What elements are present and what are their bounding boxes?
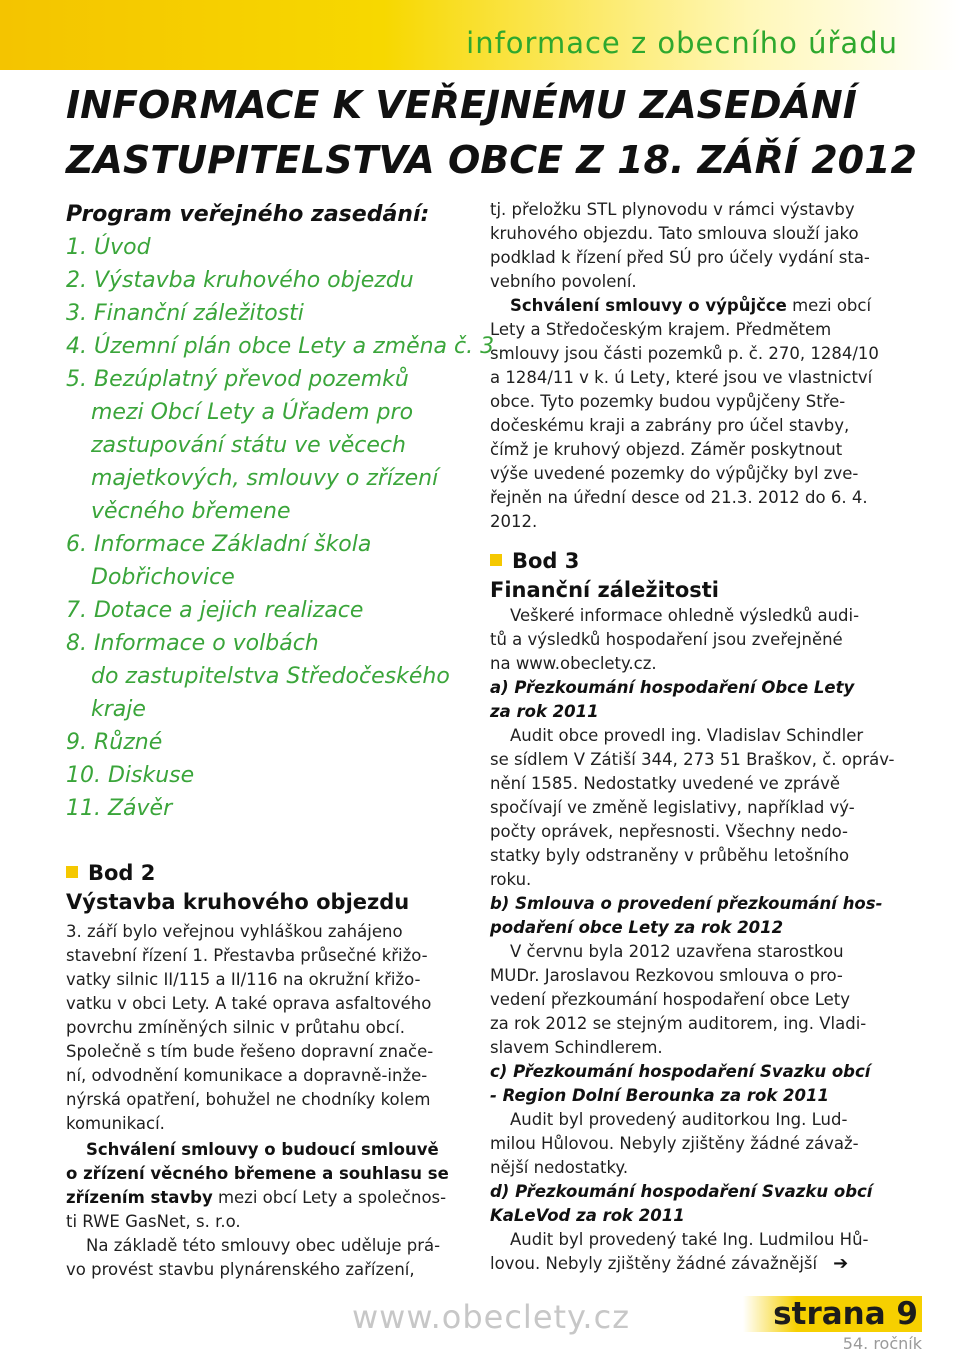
section-a-text-line: se sídlem V Zátiší 344, 273 51 Braškov, č. opráv- — [490, 750, 895, 769]
program-item-text: 11. Závěr — [66, 796, 173, 821]
section-b-text-line: vedení přezkoumání hospodaření obce Lety — [490, 990, 851, 1009]
program-item-text: mezi Obcí Lety a Úřadem pro — [91, 400, 414, 425]
program-item-text: do zastupitelstva Středočeského — [91, 664, 450, 689]
program-item — [66, 330, 495, 363]
section-b-text — [490, 940, 895, 1060]
loan-line: řejněn na úřední desce od 21.3. 2012 do 6. 4. — [490, 488, 868, 507]
bod2-paragraph-1-line: vatku v obci Lety. A také oprava asfaltového — [66, 994, 432, 1013]
bod2-paragraph-1-line: Společně s tím bude řešeno dopravní znače- — [66, 1042, 434, 1061]
right-column — [490, 198, 895, 1276]
loan-line: výše uvedené pozemky do výpůjčky byl zve- — [490, 464, 859, 483]
loan-line: dočeskému kraji a zabrány pro účel stavby, — [490, 416, 850, 435]
section-a-text-line: statky byly odstraněny v průběhu letošního — [490, 846, 850, 865]
continuation-line: podklad k řízení před SÚ pro účely vydání sta- — [490, 248, 870, 267]
section-b-text-line: V červnu byla 2012 uzavřena starostkou — [510, 942, 844, 961]
program-item — [66, 627, 472, 726]
volume-label: 54. ročník — [842, 1334, 922, 1353]
section-a-heading — [490, 676, 895, 724]
bod3-title — [490, 546, 895, 576]
title-line-2: ZASTUPITELSTVA OBCE Z 18. ZÁŘÍ 2012 — [66, 138, 917, 182]
program-item-text: 3. Finanční záležitosti — [66, 301, 304, 326]
section-a-text-line: Audit obce provedl ing. Vladislav Schindler — [510, 726, 864, 745]
loan-line: obce. Tyto pozemky budou vypůjčeny Stře- — [490, 392, 846, 411]
bod2-paragraph-1-line: povrchu zmíněných silnic v průtahu obcí. — [66, 1018, 405, 1037]
program-item — [66, 792, 472, 825]
bod2-paragraph-3-line: vo provést stavbu plynárenského zařízení, — [66, 1260, 415, 1279]
continuation-line: vebního povolení. — [490, 272, 637, 291]
section-d-heading-line: KaLeVod za rok 2011 — [490, 1206, 685, 1225]
bod2-paragraph-2-line-1: Schválení smlouvy o budoucí smlouvě — [86, 1140, 439, 1159]
section-b-heading — [490, 892, 895, 940]
bod3-intro — [490, 604, 895, 676]
program-item-text: 10. Diskuse — [66, 763, 195, 788]
program-item — [66, 759, 472, 792]
loan-line: a 1284/11 v k. ú Lety, které jsou ve vlastnictví — [490, 368, 873, 387]
bod2-paragraph-1-line: vatky silnic II/115 a II/116 na okružní křižo- — [66, 970, 421, 989]
bod2-subtitle: Výstavba kruhového objezdu — [66, 890, 410, 914]
bod2-paragraph-3 — [66, 1234, 472, 1282]
program-item — [66, 726, 472, 759]
loan-paragraph — [490, 318, 895, 534]
section-d-text-line: lovou. Nebyly zjištěny žádné závažnější — [490, 1254, 818, 1273]
bod2-title — [66, 858, 472, 888]
loan-line: 2012. — [490, 512, 538, 531]
bod2-paragraph-1-line: komunikací. — [66, 1114, 165, 1133]
title-line-1: INFORMACE K VEŘEJNÉMU ZASEDÁNÍ — [66, 83, 857, 127]
program-item-text: kraje — [91, 697, 146, 722]
program-item-text: 8. Informace o volbách — [66, 631, 319, 656]
loan-paragraph-first-line: Schválení smlouvy o výpůjčce mezi obcí — [510, 296, 872, 315]
bod2-paragraph-1-line: stavební řízení 1. Přestavba průsečné křižo- — [66, 946, 428, 965]
program-item — [66, 231, 472, 264]
continuation-line: kruhového objezdu. Tato smlouva slouží jako — [490, 224, 859, 243]
page-title — [66, 78, 917, 188]
section-b-text-line: MUDr. Jaroslavou Rezkovou smlouva o pro- — [490, 966, 843, 985]
section-a-text-line: spočívají ve změně legislativy, například vý- — [490, 798, 855, 817]
bod3-title-text: Bod 3 — [512, 549, 580, 573]
spacer — [66, 825, 472, 858]
section-a-heading-line: za rok 2011 — [490, 702, 599, 721]
bod2-title-text: Bod 2 — [88, 861, 156, 885]
section-b-heading-line: podaření obce Lety za rok 2012 — [490, 918, 784, 937]
section-d-text-line: Audit byl provedený také Ing. Ludmilou Hů- — [510, 1230, 869, 1249]
program-item — [66, 264, 472, 297]
continuation-paragraph — [490, 198, 895, 294]
program-item-text: 2. Výstavba kruhového objezdu — [66, 268, 414, 293]
continuation-line: tj. přeložku STL plynovodu v rámci výstavby — [490, 200, 855, 219]
left-column — [66, 198, 495, 1282]
bod3-subtitle: Finanční záležitosti — [490, 578, 719, 602]
section-c-text-line: nější nedostatky. — [490, 1158, 629, 1177]
program-item-text: 7. Dotace a jejich realizace — [66, 598, 364, 623]
program-item — [66, 363, 472, 528]
program-item-text: 1. Úvod — [66, 235, 151, 260]
section-c-text-line: Audit byl provedený auditorkou Ing. Lud- — [510, 1110, 848, 1129]
loan-line: smlouvy jsou části pozemků p. č. 270, 1284/10 — [490, 344, 879, 363]
section-c-text-line: milou Hůlovou. Nebyly zjištěny žádné závaž- — [490, 1134, 859, 1153]
section-c-text — [490, 1108, 895, 1180]
program-item-text: 5. Bezúplatný převod pozemků — [66, 367, 409, 392]
bod2-paragraph-1-line: ní, odvodnění komunikace a dopravně-inže- — [66, 1066, 428, 1085]
program-list — [66, 231, 495, 825]
program-item-text: zastupování státu ve věcech — [91, 433, 406, 458]
section-c-heading-line: - Region Dolní Berounka za rok 2011 — [490, 1086, 829, 1105]
program-item-text: 6. Informace Základní škola — [66, 532, 372, 557]
footer-url: www.obeclety.cz — [352, 1298, 630, 1336]
section-b-text-line: za rok 2012 se stejným auditorem, ing. Vladi- — [490, 1014, 867, 1033]
bod3-intro-line: tů a výsledků hospodaření jsou zveřejněné — [490, 630, 843, 649]
continue-arrow-icon: ➔ — [833, 1253, 849, 1274]
page-number: strana 9 — [743, 1296, 922, 1332]
section-b-text-line: slavem Schindlerem. — [490, 1038, 663, 1057]
program-item-text: majetkových, smlouvy o zřízení — [91, 466, 439, 491]
section-header: informace z obecního úřadu — [466, 26, 898, 60]
bullet-square-icon — [66, 866, 78, 878]
bod2-paragraph-1-line: 3. září bylo veřejnou vyhláškou zahájeno — [66, 922, 403, 941]
program-item-text: Dobřichovice — [91, 565, 235, 590]
section-b-heading-line: b) Smlouva o provedení přezkoumání hos- — [490, 894, 883, 913]
bod3-intro-line: Veškeré informace ohledně výsledků audi- — [510, 606, 860, 625]
program-item-text: 9. Různé — [66, 730, 163, 755]
bod2-paragraph-1 — [66, 920, 472, 1136]
section-d-heading-line: d) Přezkoumání hospodaření Svazku obcí — [490, 1182, 873, 1201]
section-a-heading-line: a) Přezkoumání hospodaření Obce Lety — [490, 678, 855, 697]
program-item-text: 4. Územní plán obce Lety a změna č. 3 — [66, 334, 495, 359]
bod3-intro-line: na www.obeclety.cz. — [490, 654, 657, 673]
program-item — [66, 594, 472, 627]
section-c-heading — [490, 1060, 895, 1108]
section-d-text — [490, 1228, 895, 1276]
bod2-paragraph-2-line-3: zřízením stavby mezi obcí Lety a společnos- — [66, 1188, 447, 1207]
program-item — [66, 297, 472, 330]
section-a-text-line: nění 1585. Nedostatky uvedené ve zprávě — [490, 774, 841, 793]
section-a-text — [490, 724, 895, 892]
section-c-heading-line: c) Přezkoumání hospodaření Svazku obcí — [490, 1062, 871, 1081]
section-d-heading — [490, 1180, 895, 1228]
section-a-text-line: počty oprávek, nepřesnosti. Všechny nedo- — [490, 822, 848, 841]
program-heading: Program veřejného zasedání: — [66, 202, 430, 227]
bod2-paragraph-3-line: Na základě této smlouvy obec uděluje prá- — [86, 1236, 441, 1255]
section-a-text-line: roku. — [490, 870, 532, 889]
bod2-paragraph-2-line-4: ti RWE GasNet, s. r.o. — [66, 1212, 241, 1231]
loan-line: Lety a Středočeským krajem. Předmětem — [490, 320, 832, 339]
bod2-paragraph-2-line-2: o zřízení věcného břemene a souhlasu se — [66, 1164, 449, 1183]
bullet-square-icon — [490, 554, 502, 566]
program-item-text: věcného břemene — [91, 499, 291, 524]
bod2-paragraph-1-line: nýrská opatření, bohužel ne chodníky kolem — [66, 1090, 431, 1109]
program-item — [66, 528, 472, 594]
loan-line: čímž je kruhový objezd. Záměr poskytnout — [490, 440, 843, 459]
